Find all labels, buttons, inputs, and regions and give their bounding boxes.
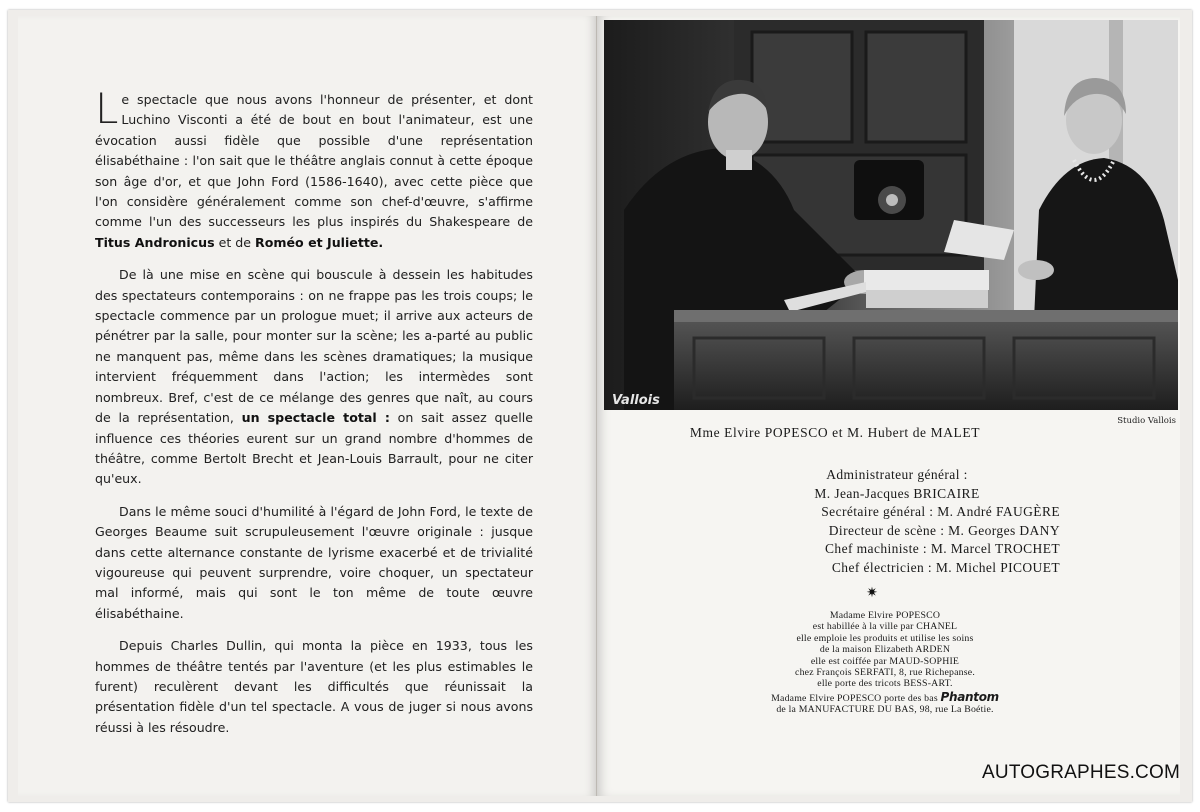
sponsor-line-2: est habillée à la ville par CHANEL bbox=[812, 621, 958, 633]
photo-signature: Vallois bbox=[612, 393, 660, 408]
sponsor-line-7: elle porte des tricots BESS-ART. bbox=[817, 678, 953, 690]
phantom-line bbox=[700, 689, 1070, 704]
paragraph-1-mid: et de bbox=[214, 234, 256, 250]
title-romeo-et-juliette: Roméo et Juliette. bbox=[255, 234, 384, 250]
staff-line-6: Chef électricien : M. Michel PICOUET bbox=[831, 559, 1060, 575]
paragraph-1-text: e spectacle que nous avons l'honneur de présenter, et dont Luchino Visconti a été de bout en bout l'animateur, est une évocation aussi fidèle que possible d'une représentation élisabéthaine : l'on sait que le théâtre anglais connut à cette époque son âge d'or, et que John Ford (1586-1640), avec cette pièce que l'on considère généralement comme son chef-d'œuvre, s'affirme comme l'un des successeurs les plus inspirés du Shakespeare de bbox=[95, 92, 533, 230]
staff-line-4: Directeur de scène : M. Georges DANY bbox=[828, 522, 1060, 538]
title-titus-andronicus: Titus Andronicus bbox=[95, 234, 215, 250]
paragraph-3: Dans le même souci d'humilité à l'égard de John Ford, le texte de Georges Beaume suit scrupuleusement l'œuvre originale : jusque dans cette alternance constante de lyrisme exacerbé et de trivialité vigoureuse qui peuvent surprendre, voire choquer, un spectateur mal informé, mais qui sont le ton même de toute œuvre élisabéthaine. bbox=[95, 503, 533, 621]
paragraph-1 bbox=[95, 84, 533, 253]
paragraph-2-end: on sait assez quelle influence ces théories eurent sur un grand nombre d'hommes de théâtre, comme Bertolt Brecht et Jean-Louis Barrault, pour ne citer qu'eux. bbox=[95, 410, 533, 487]
phantom-line-2: de la MANUFACTURE DU BAS, 98, rue La Boétie. bbox=[776, 704, 994, 716]
photo-credit: Studio Vallois bbox=[1117, 416, 1176, 426]
sponsor-line-5: elle est coiffée par MAUD-SOPHIE bbox=[810, 655, 960, 667]
sponsor-line-3: elle emploie les produits et utilise les soins bbox=[796, 632, 974, 644]
staff-line-2: M. Jean-Jacques BRICAIRE bbox=[814, 485, 980, 501]
paragraph-2-text: De là une mise en scène qui bouscule à dessein les habitudes des spectateurs contemporains : on ne frappe pas les trois coups; le spectacle commence par un prologue muet; il arrive aux acteurs de pénétrer par la salle, pour monter sur la scène; les a-parté au public ne manquent pas, même dans les scènes dramatiques; la musique intervient fréquemment dans l'action; les intermèdes sont nombreux. Bref, c'est de ce mélange des genres que naît, au cours de la représentation, bbox=[95, 267, 533, 426]
sponsor-credits bbox=[700, 610, 1070, 716]
sponsor-line-6: chez François SERFATI, 8, rue Richepanse. bbox=[795, 667, 975, 679]
spectacle-total: un spectacle total : bbox=[241, 410, 390, 426]
paragraph-4: Depuis Charles Dullin, qui monta la pièce en 1933, tous les hommes de théâtre tentés par l'aventure (et les plus estimables le furent) reculèrent devant les difficultés que réunissait la présentation fidèle d'un tel spectacle. A vous de juger si nous avons réussi à les résoudre. bbox=[95, 638, 533, 735]
staff-list bbox=[720, 466, 1060, 578]
sponsor-line-4: de la maison Elizabeth ARDEN bbox=[819, 644, 951, 656]
phantom-line-prefix: Madame Elvire POPESCO porte des bas bbox=[771, 692, 938, 704]
drop-cap: L bbox=[95, 84, 119, 133]
photo-caption: Mme Elvire POPESCO et M. Hubert de MALET bbox=[689, 425, 981, 440]
paragraph-2 bbox=[95, 265, 533, 489]
staff-line-3: Secrétaire général : M. André FAUGÈRE bbox=[821, 504, 1060, 520]
separator-star-icon: ✷ bbox=[866, 585, 878, 601]
sponsor-line-1: Madame Elvire POPESCO bbox=[829, 610, 941, 621]
photo-illustration bbox=[604, 20, 1178, 410]
left-page-text bbox=[95, 84, 533, 750]
photo-popesco-malet bbox=[604, 20, 1178, 410]
watermark: AUTOGRAPHES.COM bbox=[930, 762, 1180, 784]
phantom-logo: Phantom bbox=[940, 689, 999, 704]
staff-line-1: Administrateur général : bbox=[826, 467, 968, 482]
staff-line-5: Chef machiniste : M. Marcel TROCHET bbox=[825, 541, 1060, 557]
